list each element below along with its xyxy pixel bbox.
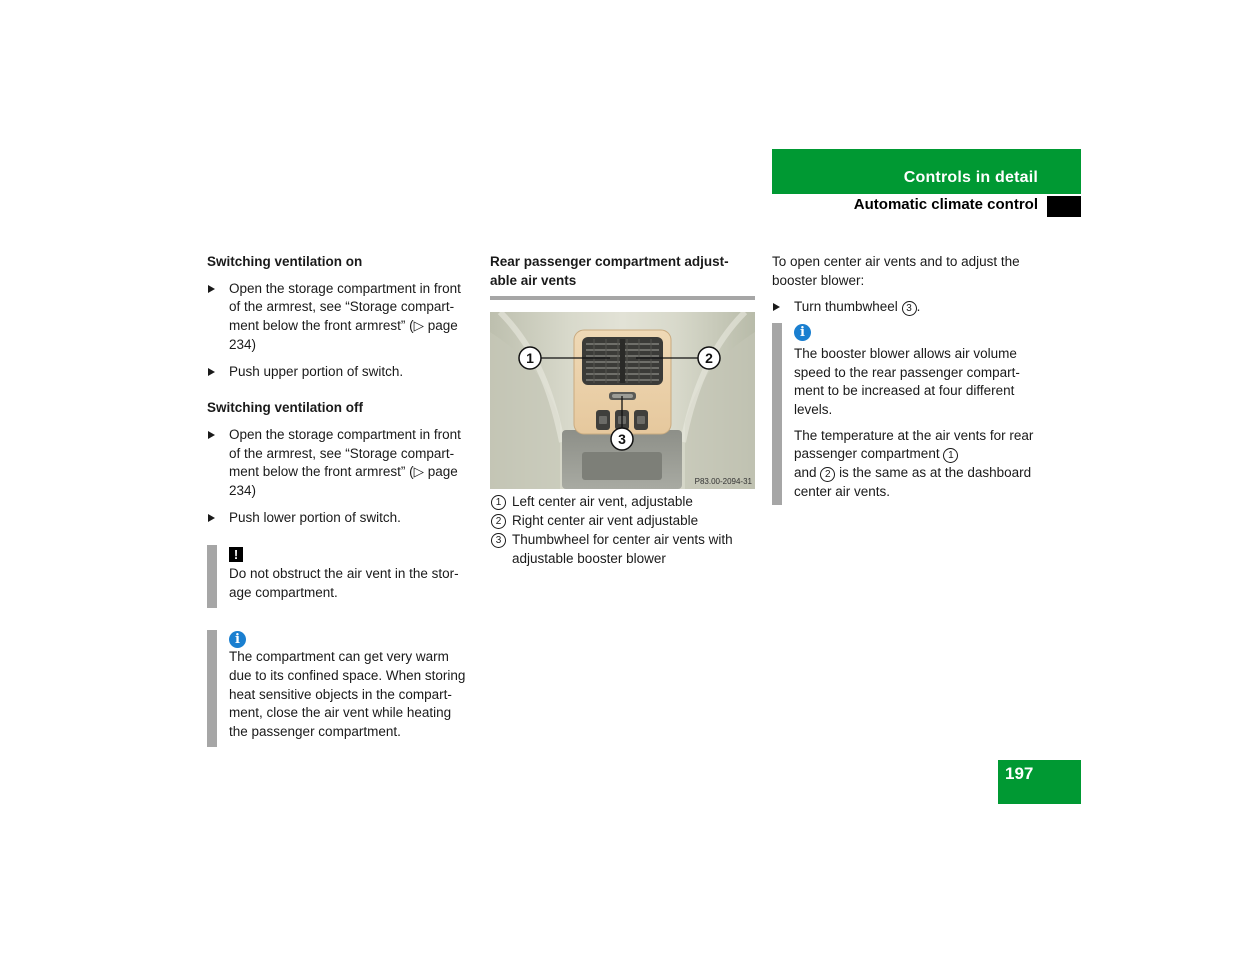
legend-text: Left center air vent, adjustable <box>512 494 693 510</box>
subsection-title: Automatic climate control <box>853 196 1038 213</box>
page-number-box <box>998 760 1081 804</box>
legend-number: 1 <box>491 495 506 510</box>
step-item <box>207 280 473 355</box>
section-title: Controls in detail <box>903 169 1038 186</box>
warning-text: Do not obstruct the air vent in the stor-age compartment. <box>229 566 459 600</box>
info-icon: i <box>229 631 246 648</box>
step-text: Open the storage compartment in front of the armrest, see “Storage compart-ment below the front armrest” (▷ page 234) <box>229 426 461 499</box>
intro-text: To open center air vents and to adjust the booster blower: <box>772 254 1020 288</box>
column-left <box>207 253 473 747</box>
step-item <box>207 509 473 528</box>
reference-number: 3 <box>902 301 917 316</box>
info-text-segment: and <box>794 465 817 481</box>
heading-rule <box>490 296 755 300</box>
step-end: . <box>916 299 921 315</box>
warning-note <box>207 545 473 607</box>
heading-ventilation-off: Switching ventilation off <box>207 400 363 416</box>
info-icon: i <box>794 324 811 341</box>
heading-rear-air-vents: Rear passenger compartment adjust-able air vents <box>490 254 729 288</box>
reference-number: 1 <box>943 448 958 463</box>
legend-item <box>490 493 755 512</box>
note-bar <box>207 545 217 607</box>
heading-ventilation-on: Switching ventilation on <box>207 254 363 269</box>
note-bar <box>772 323 782 505</box>
note-bar <box>207 630 217 747</box>
column-middle <box>490 253 755 568</box>
step-text: Push lower portion of switch. <box>229 509 401 525</box>
info-text: The booster blower allows air volume speed to the rear passenger compart-ment to be increased at four different levels. <box>794 345 1020 417</box>
page-number: 197 <box>1005 764 1034 783</box>
info-note <box>772 323 1037 505</box>
bullet-arrow-icon <box>208 431 215 439</box>
callout-3 <box>611 428 633 450</box>
step-text: Turn thumbwheel <box>794 299 898 315</box>
callout-2 <box>698 347 720 369</box>
legend-number: 3 <box>491 533 506 548</box>
info-text-segment: The temperature at the air vents for rear passenger compartment <box>794 427 1034 462</box>
step-item <box>207 363 473 382</box>
bullet-arrow-icon <box>208 514 215 522</box>
section-header-band <box>772 149 1081 194</box>
bullet-arrow-icon <box>773 303 780 311</box>
step-item <box>772 298 1037 317</box>
legend-text: Right center air vent adjustable <box>512 513 699 529</box>
warning-icon: ! <box>229 547 243 562</box>
legend-text: Thumbwheel for center air vents with adjustable booster blower <box>512 531 733 566</box>
callout-1-label: 1 <box>526 350 534 367</box>
callout-1 <box>519 347 541 369</box>
legend-number: 2 <box>491 514 506 529</box>
step-item <box>207 426 473 501</box>
bullet-arrow-icon <box>208 368 215 376</box>
subsection-marker <box>1047 196 1081 217</box>
callout-3-label: 3 <box>618 431 626 448</box>
info-note <box>207 630 473 747</box>
callout-2-label: 2 <box>705 350 713 367</box>
vent-figure-svg <box>490 312 755 489</box>
legend-item <box>490 512 755 531</box>
rear-air-vents-illustration <box>490 312 755 489</box>
step-text: Open the storage compartment in front of the armrest, see “Storage compart-ment below the front armrest” (▷ page 234) <box>229 280 461 352</box>
info-text-segment: is the same as at the dashboard center air vents. <box>794 465 1032 499</box>
reference-number: 2 <box>820 467 835 482</box>
info-text: The compartment can get very warm due to its confined space. When storing heat sensitive objects in the compart-ment, close the air vent while heating the passenger compartment. <box>229 649 466 740</box>
info-text-2 <box>794 427 1037 506</box>
figure-code: P83.00-2094-31 <box>694 477 752 487</box>
legend-item <box>490 531 755 568</box>
column-right <box>772 253 1037 505</box>
figure-legend <box>490 493 755 568</box>
step-text: Push upper portion of switch. <box>229 363 404 379</box>
bullet-arrow-icon <box>208 285 215 293</box>
